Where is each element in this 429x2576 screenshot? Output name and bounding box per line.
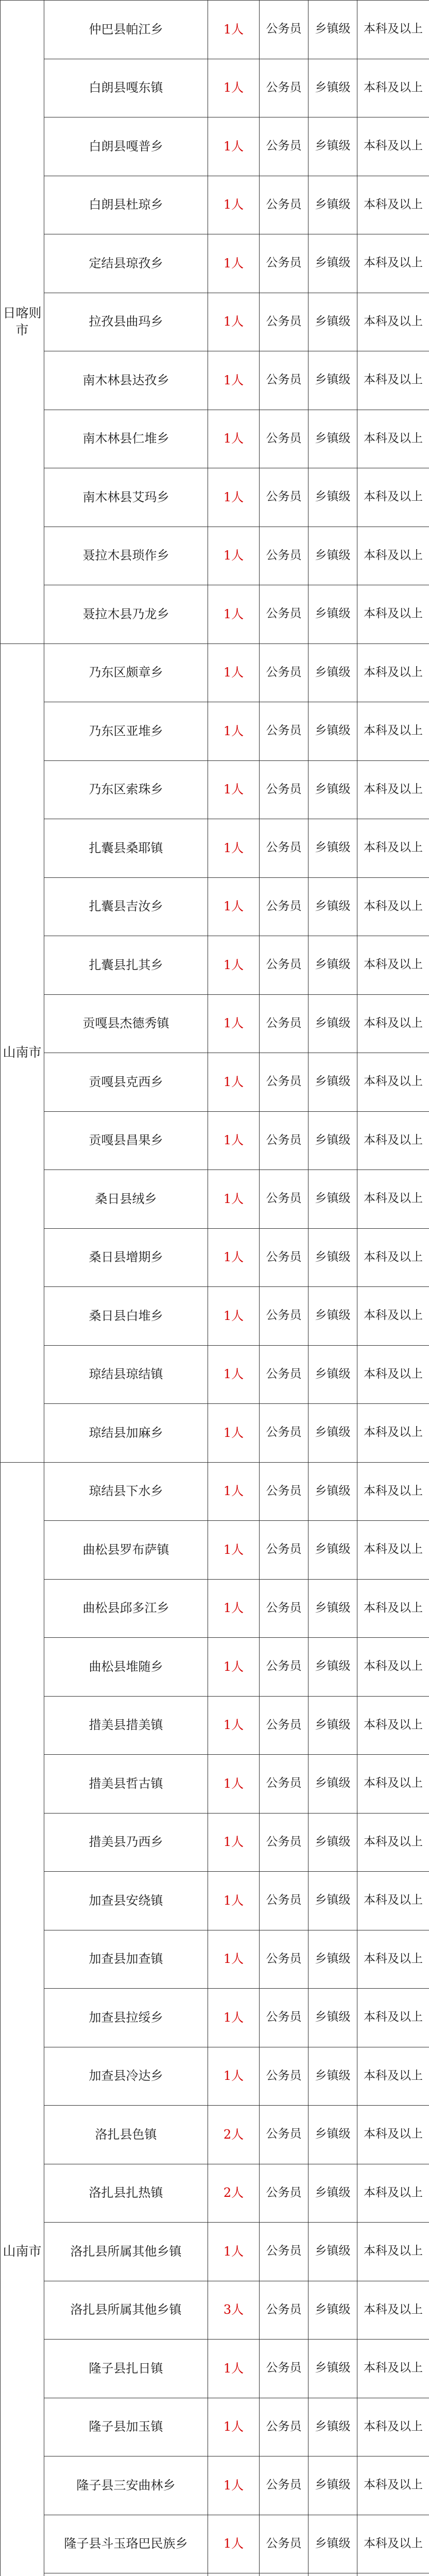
unit-cell: 隆子县加玉镇 — [44, 2398, 208, 2456]
unit-cell: 南木林县仁堆乡 — [44, 410, 208, 468]
education-cell: 本科及以上 — [357, 1111, 429, 1170]
education-cell: 本科及以上 — [357, 2281, 429, 2340]
table-row — [1, 2340, 429, 2398]
level-cell: 乡镇级 — [308, 585, 357, 644]
level-cell: 乡镇级 — [308, 1287, 357, 1346]
unit-cell: 乃东区索珠乡 — [44, 760, 208, 819]
unit-cell: 贡嘎县杰德秀镇 — [44, 994, 208, 1053]
table-row — [1, 643, 429, 702]
position-type-cell: 公务员 — [260, 1989, 308, 2047]
position-type-cell: 公务员 — [260, 1755, 308, 1814]
table-row — [1, 1872, 429, 1930]
region-cell: 山南市 — [1, 1462, 44, 2576]
level-cell: 乡镇级 — [308, 1053, 357, 1112]
education-cell: 本科及以上 — [357, 176, 429, 234]
position-type-cell: 公务员 — [260, 702, 308, 761]
headcount-cell: 1人 — [208, 1111, 260, 1170]
position-type-cell: 公务员 — [260, 877, 308, 936]
unit-cell: 拉孜县曲玛乡 — [44, 293, 208, 351]
table-row — [1, 2223, 429, 2281]
level-cell: 乡镇级 — [308, 1813, 357, 1872]
unit-cell — [44, 2573, 208, 2576]
table-row — [1, 1638, 429, 1697]
table-row — [1, 1521, 429, 1580]
headcount-cell: 1人 — [208, 2223, 260, 2281]
level-cell: 乡镇级 — [308, 1111, 357, 1170]
headcount-cell: 1人 — [208, 1872, 260, 1930]
position-type-cell: 公务员 — [260, 994, 308, 1053]
table-row — [1, 234, 429, 293]
headcount-cell: 1人 — [208, 410, 260, 468]
education-cell: 本科及以上 — [357, 1872, 429, 1930]
table-row — [1, 1111, 429, 1170]
table-row — [1, 1696, 429, 1755]
education-cell: 本科及以上 — [357, 59, 429, 117]
table-row — [1, 819, 429, 878]
unit-cell: 扎囊县扎其乡 — [44, 936, 208, 995]
unit-cell: 仲巴县帕江乡 — [44, 1, 208, 59]
education-cell: 本科及以上 — [357, 936, 429, 995]
unit-cell: 洛扎县扎热镇 — [44, 2164, 208, 2223]
headcount-cell: 1人 — [208, 819, 260, 878]
education-cell: 本科及以上 — [357, 1638, 429, 1697]
table-row — [1, 585, 429, 644]
education-cell: 本科及以上 — [357, 2340, 429, 2398]
level-cell: 乡镇级 — [308, 2515, 357, 2573]
table-row — [1, 351, 429, 410]
unit-cell: 白朗县嘎东镇 — [44, 59, 208, 117]
position-type-cell: 公务员 — [260, 643, 308, 702]
position-type-cell: 公务员 — [260, 1696, 308, 1755]
level-cell: 乡镇级 — [308, 1, 357, 59]
level-cell: 乡镇级 — [308, 994, 357, 1053]
headcount-cell: 1人 — [208, 1813, 260, 1872]
recruitment-table-body — [1, 1, 429, 2576]
unit-cell: 乃东区颇章乡 — [44, 643, 208, 702]
headcount-cell: 1人 — [208, 1638, 260, 1697]
education-cell: 本科及以上 — [357, 877, 429, 936]
headcount-cell: 1人 — [208, 702, 260, 761]
headcount-cell: 1人 — [208, 1989, 260, 2047]
unit-cell: 琼结县琼结镇 — [44, 1345, 208, 1404]
unit-cell: 曲松县邱多江乡 — [44, 1579, 208, 1638]
unit-cell: 隆子县扎日镇 — [44, 2340, 208, 2398]
education-cell: 本科及以上 — [357, 1053, 429, 1112]
position-type-cell: 公务员 — [260, 2456, 308, 2515]
table-row — [1, 1989, 429, 2047]
level-cell: 乡镇级 — [308, 1755, 357, 1814]
unit-cell: 定结县琼孜乡 — [44, 234, 208, 293]
education-cell: 本科及以上 — [357, 2164, 429, 2223]
unit-cell: 曲松县罗布萨镇 — [44, 1521, 208, 1580]
position-type-cell: 公务员 — [260, 760, 308, 819]
headcount-cell: 3人 — [208, 2281, 260, 2340]
unit-cell: 加查县安绕镇 — [44, 1872, 208, 1930]
table-row — [1, 2164, 429, 2223]
level-cell: 乡镇级 — [308, 2223, 357, 2281]
unit-cell: 贡嘎县昌果乡 — [44, 1111, 208, 1170]
level-cell: 乡镇级 — [308, 2106, 357, 2164]
education-cell: 本科及以上 — [357, 702, 429, 761]
unit-cell: 加查县冷达乡 — [44, 2047, 208, 2106]
education-cell: 本科及以上 — [357, 1755, 429, 1814]
position-type-cell: 公务员 — [260, 1111, 308, 1170]
headcount-cell: 1人 — [208, 1696, 260, 1755]
table-row — [1, 117, 429, 176]
level-cell: 乡镇级 — [308, 1462, 357, 1521]
education-cell: 本科及以上 — [357, 2223, 429, 2281]
education-cell: 本科及以上 — [357, 760, 429, 819]
education-cell — [357, 2573, 429, 2576]
unit-cell: 南木林县艾玛乡 — [44, 468, 208, 527]
headcount-cell — [208, 2573, 260, 2576]
headcount-cell: 1人 — [208, 2398, 260, 2456]
education-cell: 本科及以上 — [357, 468, 429, 527]
position-type-cell: 公务员 — [260, 293, 308, 351]
position-type-cell: 公务员 — [260, 1, 308, 59]
position-type-cell: 公务员 — [260, 1462, 308, 1521]
table-row — [1, 1579, 429, 1638]
table-row — [1, 293, 429, 351]
headcount-cell: 1人 — [208, 2456, 260, 2515]
unit-cell: 琼结县加麻乡 — [44, 1404, 208, 1463]
unit-cell: 措美县乃西乡 — [44, 1813, 208, 1872]
position-type-cell: 公务员 — [260, 117, 308, 176]
level-cell: 乡镇级 — [308, 1930, 357, 1989]
headcount-cell: 1人 — [208, 1521, 260, 1580]
level-cell: 乡镇级 — [308, 1638, 357, 1697]
education-cell: 本科及以上 — [357, 819, 429, 878]
headcount-cell: 1人 — [208, 994, 260, 1053]
education-cell: 本科及以上 — [357, 2106, 429, 2164]
headcount-cell: 1人 — [208, 176, 260, 234]
level-cell: 乡镇级 — [308, 527, 357, 585]
level-cell: 乡镇级 — [308, 2398, 357, 2456]
level-cell: 乡镇级 — [308, 176, 357, 234]
table-row — [1, 702, 429, 761]
headcount-cell: 1人 — [208, 1228, 260, 1287]
level-cell: 乡镇级 — [308, 234, 357, 293]
headcount-cell: 1人 — [208, 468, 260, 527]
table-row — [1, 2047, 429, 2106]
position-type-cell: 公务员 — [260, 2340, 308, 2398]
headcount-cell: 1人 — [208, 2340, 260, 2398]
table-row — [1, 760, 429, 819]
table-row — [1, 877, 429, 936]
unit-cell: 扎囊县吉汝乡 — [44, 877, 208, 936]
education-cell: 本科及以上 — [357, 293, 429, 351]
unit-cell: 加查县拉绥乡 — [44, 1989, 208, 2047]
unit-cell: 隆子县斗玉珞巴民族乡 — [44, 2515, 208, 2573]
unit-cell: 乃东区亚堆乡 — [44, 702, 208, 761]
headcount-cell: 1人 — [208, 117, 260, 176]
headcount-cell: 1人 — [208, 234, 260, 293]
headcount-cell: 1人 — [208, 1345, 260, 1404]
position-type-cell: 公务员 — [260, 2106, 308, 2164]
education-cell: 本科及以上 — [357, 1287, 429, 1346]
headcount-cell: 1人 — [208, 2515, 260, 2573]
headcount-cell: 1人 — [208, 585, 260, 644]
education-cell: 本科及以上 — [357, 585, 429, 644]
level-cell: 乡镇级 — [308, 1345, 357, 1404]
unit-cell: 琼结县下水乡 — [44, 1462, 208, 1521]
unit-cell: 措美县措美镇 — [44, 1696, 208, 1755]
headcount-cell: 1人 — [208, 351, 260, 410]
position-type-cell: 公务员 — [260, 2164, 308, 2223]
education-cell: 本科及以上 — [357, 2515, 429, 2573]
position-type-cell: 公务员 — [260, 2398, 308, 2456]
table-row — [1, 2398, 429, 2456]
table-row — [1, 994, 429, 1053]
table-row — [1, 2106, 429, 2164]
headcount-cell: 1人 — [208, 1170, 260, 1229]
position-type-cell: 公务员 — [260, 2047, 308, 2106]
level-cell: 乡镇级 — [308, 351, 357, 410]
level-cell: 乡镇级 — [308, 468, 357, 527]
headcount-cell: 1人 — [208, 1462, 260, 1521]
unit-cell: 洛扎县所属其他乡镇 — [44, 2281, 208, 2340]
unit-cell: 聂拉木县琐作乡 — [44, 527, 208, 585]
table-row — [1, 1228, 429, 1287]
position-type-cell: 公务员 — [260, 1404, 308, 1463]
table-row — [1, 2281, 429, 2340]
table-row — [1, 1404, 429, 1463]
position-type-cell: 公务员 — [260, 1872, 308, 1930]
education-cell: 本科及以上 — [357, 2398, 429, 2456]
table-row — [1, 1053, 429, 1112]
level-cell: 乡镇级 — [308, 1989, 357, 2047]
position-type-cell: 公务员 — [260, 2223, 308, 2281]
education-cell: 本科及以上 — [357, 1345, 429, 1404]
unit-cell: 桑日县白堆乡 — [44, 1287, 208, 1346]
position-type-cell: 公务员 — [260, 1521, 308, 1580]
education-cell: 本科及以上 — [357, 1, 429, 59]
education-cell: 本科及以上 — [357, 1170, 429, 1229]
level-cell: 乡镇级 — [308, 1579, 357, 1638]
headcount-cell: 1人 — [208, 1287, 260, 1346]
unit-cell: 桑日县绒乡 — [44, 1170, 208, 1229]
position-type-cell: 公务员 — [260, 1638, 308, 1697]
position-type-cell: 公务员 — [260, 1053, 308, 1112]
position-type-cell: 公务员 — [260, 2281, 308, 2340]
level-cell: 乡镇级 — [308, 1872, 357, 1930]
position-type-cell: 公务员 — [260, 468, 308, 527]
education-cell: 本科及以上 — [357, 2456, 429, 2515]
level-cell: 乡镇级 — [308, 2281, 357, 2340]
position-type-cell: 公务员 — [260, 2515, 308, 2573]
position-type-cell: 公务员 — [260, 1579, 308, 1638]
level-cell: 乡镇级 — [308, 877, 357, 936]
level-cell — [308, 2573, 357, 2576]
level-cell: 乡镇级 — [308, 2047, 357, 2106]
position-type-cell: 公务员 — [260, 1813, 308, 1872]
unit-cell: 曲松县堆随乡 — [44, 1638, 208, 1697]
headcount-cell: 1人 — [208, 293, 260, 351]
position-type-cell: 公务员 — [260, 527, 308, 585]
education-cell: 本科及以上 — [357, 994, 429, 1053]
level-cell: 乡镇级 — [308, 760, 357, 819]
level-cell: 乡镇级 — [308, 643, 357, 702]
level-cell: 乡镇级 — [308, 410, 357, 468]
headcount-cell: 1人 — [208, 2047, 260, 2106]
unit-cell: 加查县加查镇 — [44, 1930, 208, 1989]
unit-cell: 贡嘎县克西乡 — [44, 1053, 208, 1112]
unit-cell: 白朗县嘎普乡 — [44, 117, 208, 176]
headcount-cell: 1人 — [208, 760, 260, 819]
table-row — [1, 1462, 429, 1521]
table-row — [1, 1287, 429, 1346]
table-row — [1, 176, 429, 234]
level-cell: 乡镇级 — [308, 117, 357, 176]
unit-cell: 扎囊县桑耶镇 — [44, 819, 208, 878]
level-cell: 乡镇级 — [308, 1170, 357, 1229]
education-cell: 本科及以上 — [357, 1930, 429, 1989]
table-row — [1, 2456, 429, 2515]
unit-cell: 白朗县杜琼乡 — [44, 176, 208, 234]
position-type-cell: 公务员 — [260, 585, 308, 644]
level-cell: 乡镇级 — [308, 2456, 357, 2515]
level-cell: 乡镇级 — [308, 1404, 357, 1463]
table-row — [1, 1170, 429, 1229]
position-type-cell: 公务员 — [260, 234, 308, 293]
education-cell: 本科及以上 — [357, 234, 429, 293]
table-row — [1, 1813, 429, 1872]
unit-cell: 洛扎县所属其他乡镇 — [44, 2223, 208, 2281]
education-cell: 本科及以上 — [357, 410, 429, 468]
education-cell: 本科及以上 — [357, 117, 429, 176]
table-row — [1, 527, 429, 585]
table-row — [1, 59, 429, 117]
education-cell: 本科及以上 — [357, 351, 429, 410]
table-row — [1, 936, 429, 995]
table-row — [1, 1, 429, 59]
education-cell: 本科及以上 — [357, 643, 429, 702]
level-cell: 乡镇级 — [308, 702, 357, 761]
position-type-cell: 公务员 — [260, 819, 308, 878]
headcount-cell: 1人 — [208, 643, 260, 702]
headcount-cell: 2人 — [208, 2106, 260, 2164]
education-cell: 本科及以上 — [357, 1989, 429, 2047]
level-cell: 乡镇级 — [308, 2340, 357, 2398]
position-type-cell: 公务员 — [260, 936, 308, 995]
position-type-cell: 公务员 — [260, 351, 308, 410]
position-type-cell: 公务员 — [260, 1170, 308, 1229]
level-cell: 乡镇级 — [308, 819, 357, 878]
position-type-cell: 公务员 — [260, 1228, 308, 1287]
position-type-cell — [260, 2573, 308, 2576]
position-type-cell: 公务员 — [260, 410, 308, 468]
education-cell: 本科及以上 — [357, 1696, 429, 1755]
education-cell: 本科及以上 — [357, 1521, 429, 1580]
unit-cell: 隆子县三安曲林乡 — [44, 2456, 208, 2515]
table-row — [1, 2515, 429, 2573]
table-row — [1, 1345, 429, 1404]
table-row — [1, 468, 429, 527]
education-cell: 本科及以上 — [357, 1579, 429, 1638]
unit-cell: 聂拉木县乃龙乡 — [44, 585, 208, 644]
position-type-cell: 公务员 — [260, 1345, 308, 1404]
level-cell: 乡镇级 — [308, 59, 357, 117]
position-type-cell: 公务员 — [260, 176, 308, 234]
level-cell: 乡镇级 — [308, 936, 357, 995]
position-type-cell: 公务员 — [260, 59, 308, 117]
education-cell: 本科及以上 — [357, 1228, 429, 1287]
level-cell: 乡镇级 — [308, 1696, 357, 1755]
headcount-cell: 1人 — [208, 1579, 260, 1638]
headcount-cell: 1人 — [208, 877, 260, 936]
headcount-cell: 1人 — [208, 59, 260, 117]
education-cell: 本科及以上 — [357, 1462, 429, 1521]
unit-cell: 桑日县增期乡 — [44, 1228, 208, 1287]
unit-cell: 措美县哲古镇 — [44, 1755, 208, 1814]
headcount-cell: 1人 — [208, 936, 260, 995]
headcount-cell: 1人 — [208, 1, 260, 59]
education-cell: 本科及以上 — [357, 1404, 429, 1463]
level-cell: 乡镇级 — [308, 1228, 357, 1287]
table-row — [1, 1755, 429, 1814]
position-type-cell: 公务员 — [260, 1930, 308, 1989]
education-cell: 本科及以上 — [357, 1813, 429, 1872]
table-row — [1, 410, 429, 468]
headcount-cell: 1人 — [208, 527, 260, 585]
education-cell: 本科及以上 — [357, 527, 429, 585]
headcount-cell: 1人 — [208, 1053, 260, 1112]
headcount-cell: 2人 — [208, 2164, 260, 2223]
position-type-cell: 公务员 — [260, 1287, 308, 1346]
level-cell: 乡镇级 — [308, 293, 357, 351]
unit-cell: 洛扎县色镇 — [44, 2106, 208, 2164]
education-cell: 本科及以上 — [357, 2047, 429, 2106]
headcount-cell: 1人 — [208, 1930, 260, 1989]
table-row — [1, 1930, 429, 1989]
headcount-cell: 1人 — [208, 1755, 260, 1814]
region-cell: 日喀则市 — [1, 1, 44, 644]
headcount-cell: 1人 — [208, 1404, 260, 1463]
region-cell: 山南市 — [1, 643, 44, 1462]
table-row — [1, 2573, 429, 2576]
level-cell: 乡镇级 — [308, 1521, 357, 1580]
unit-cell: 南木林县达孜乡 — [44, 351, 208, 410]
level-cell: 乡镇级 — [308, 2164, 357, 2223]
